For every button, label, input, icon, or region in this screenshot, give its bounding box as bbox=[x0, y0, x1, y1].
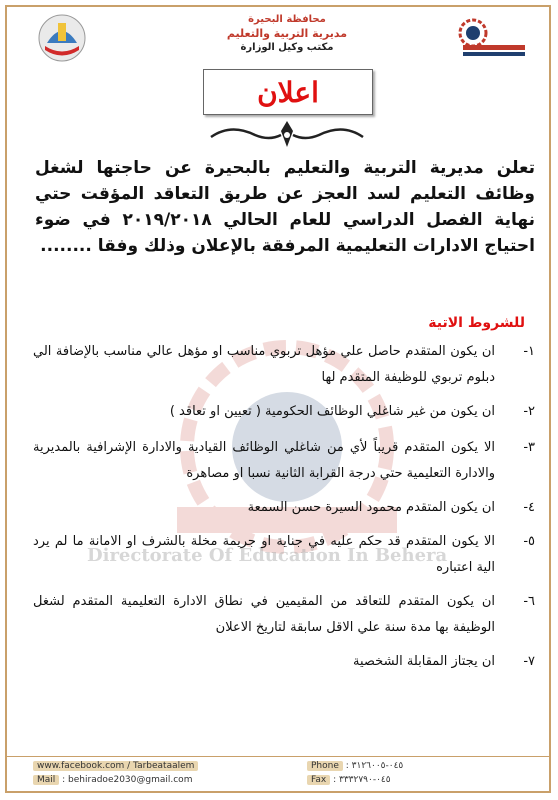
page-header bbox=[7, 7, 551, 67]
condition-number: ٦- bbox=[523, 594, 535, 609]
header-text bbox=[187, 13, 387, 55]
watermark-text: Directorate Of Education In Behera bbox=[87, 545, 448, 566]
condition-number: ٢- bbox=[523, 404, 535, 419]
governorate-logo-icon bbox=[37, 13, 87, 63]
announcement-banner bbox=[203, 69, 373, 115]
conditions-list bbox=[33, 339, 537, 675]
condition-item bbox=[33, 399, 537, 425]
condition-text: ان يكون المتقدم محمود السيرة حسن السمعة bbox=[247, 500, 495, 515]
condition-number: ١- bbox=[523, 344, 535, 359]
ornament-divider-icon bbox=[207, 117, 367, 153]
condition-item bbox=[33, 529, 537, 581]
office-name: مكتب وكيل الوزارة bbox=[240, 42, 334, 53]
directorate-name: مديرية التربية والتعليم bbox=[226, 27, 348, 40]
condition-item bbox=[33, 649, 537, 675]
facebook-row bbox=[33, 761, 198, 771]
announcement-page bbox=[5, 5, 551, 793]
governorate-name: محافظة البحيرة bbox=[248, 14, 326, 25]
mail-row bbox=[33, 775, 192, 785]
facebook-link[interactable]: www.facebook.com / Tarbeataalem bbox=[33, 761, 198, 771]
phone-number: : ٠٤٥-٣١٢٦٠٠٥ bbox=[345, 761, 404, 771]
page-footer bbox=[7, 756, 551, 791]
fax-label: Fax bbox=[307, 775, 330, 785]
fax-row bbox=[307, 775, 391, 785]
condition-text: ان يكون المتقدم للتعاقد من المقيمين في نطاق الادارة التعليمية المتقدم لشغل الوظيفة بها مدة سنة علي الاقل سابقة لتاريخ الاعلان bbox=[33, 594, 495, 635]
condition-number: ٤- bbox=[523, 500, 535, 515]
condition-text: الا يكون المتقدم قد حكم عليه في جناية او جريمة مخلة بالشرف او الامانة ما لم يرد الية اعتباره bbox=[33, 534, 495, 575]
condition-text: ان يجتاز المقابلة الشخصية bbox=[353, 654, 495, 669]
directorate-logo-icon bbox=[445, 15, 531, 61]
conditions-heading: للشروط الاتية bbox=[428, 315, 525, 331]
condition-text: ان يكون المتقدم حاصل علي مؤهل تربوي مناسب او مؤهل عالي مناسب بالإضافة الي دبلوم تربوي للوظيفة المتقدم لها bbox=[33, 344, 495, 385]
condition-item bbox=[33, 495, 537, 521]
condition-text: ان يكون من غير شاغلي الوظائف الحكومية ( تعيين او تعاقد ) bbox=[169, 404, 495, 419]
fax-number: : ٠٤٥-٣٣٣٢٧٩٠ bbox=[333, 775, 391, 785]
announcement-intro: تعلن مديرية التربية والتعليم بالبحيرة عن حاجتها لشغل وظائف التعليم لسد العجز عن طريق التعاقد المؤقت حتي نهاية الفصل الدراسي للعام الحالي ٢٠١٩/٢٠١٨ في ضوء احتياج الادارات التعليمية المرفقة بالإعلان وذلك وفقا ........ bbox=[35, 158, 535, 256]
condition-number: ٥- bbox=[523, 534, 535, 549]
phone-label: Phone bbox=[307, 761, 343, 771]
condition-item bbox=[33, 435, 537, 487]
condition-text: الا يكون المتقدم قريباً لأي من شاغلي الوظائف القيادية والادارة الإشرافية بالمديرية والادارة التعليمية حتي درجة القرابة الثانية نسبا او مصاهرة bbox=[33, 440, 495, 481]
mail-label: Mail bbox=[33, 775, 59, 785]
phone-row bbox=[307, 761, 403, 771]
condition-item bbox=[33, 339, 537, 391]
condition-item bbox=[33, 589, 537, 641]
announcement-title: اعلان bbox=[257, 75, 319, 109]
condition-number: ٧- bbox=[523, 654, 535, 669]
mail-address[interactable]: : behiradoe2030@gmail.com bbox=[62, 775, 193, 785]
condition-number: ٣- bbox=[523, 440, 535, 455]
